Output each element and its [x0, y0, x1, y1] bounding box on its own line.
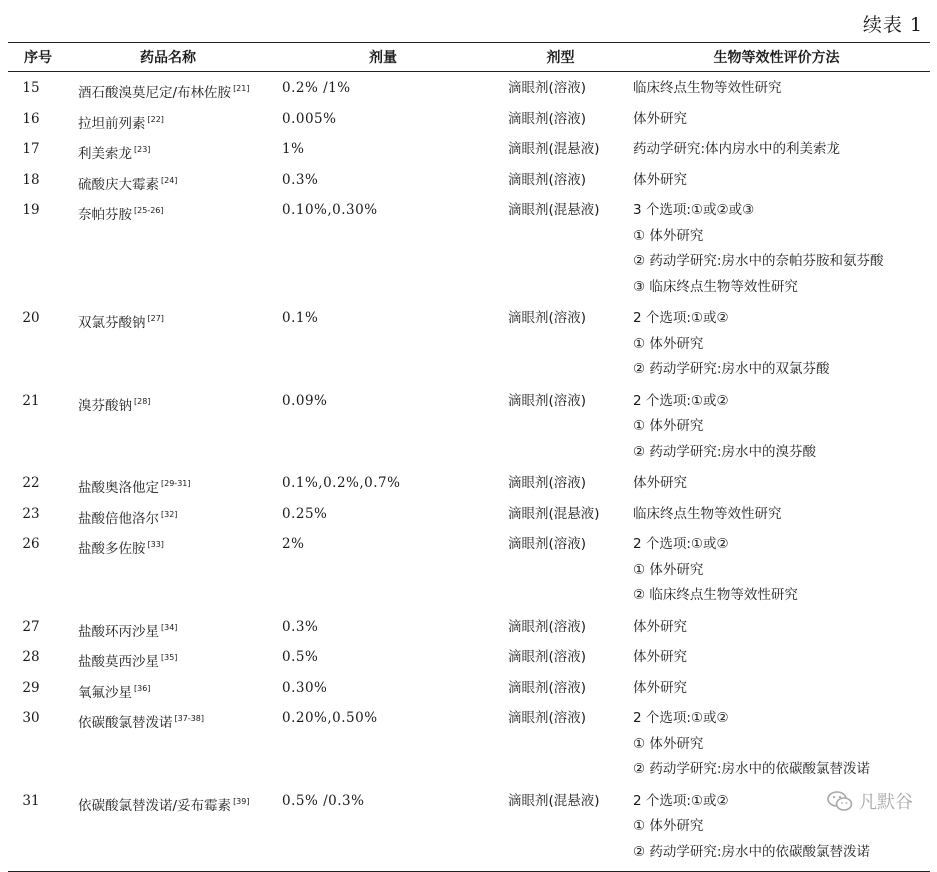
cell-dose: 0.2% /1%	[282, 80, 351, 96]
table-row	[8, 502, 930, 533]
cell-dosage-form: 滴眼剂(溶液)	[508, 310, 587, 326]
drug-name-text: 依碳酸氯替泼诺	[78, 715, 173, 731]
cell-drug-name	[68, 471, 268, 502]
drug-name-text: 溴芬酸钠	[78, 397, 132, 414]
cell-dosage-form: 滴眼剂(溶液)	[508, 392, 587, 409]
drug-name-text: 双氯芬酸钠	[78, 315, 146, 331]
reference-mark: [23]	[134, 145, 151, 154]
reference-mark: [27]	[147, 314, 164, 323]
method-line: 体外研究	[633, 618, 687, 635]
drug-name-text: 盐酸倍他洛尔	[78, 510, 159, 527]
table-row	[8, 789, 930, 872]
cell-dose: 0.10%,0.30%	[282, 202, 378, 218]
cell-method	[623, 706, 930, 783]
cell-drug-name	[68, 789, 268, 866]
table-row	[8, 76, 930, 107]
cell-no: 22	[22, 475, 40, 491]
cell-dosage-form: 滴眼剂(混悬液)	[508, 202, 600, 218]
bioequivalence-table	[8, 42, 930, 872]
method-line: 2 个选项:①或②	[633, 310, 729, 326]
cell-method	[623, 107, 930, 138]
method-line: ② 药动学研究:房水中的依碳酸氯替泼诺	[633, 843, 870, 860]
method-line: 体外研究	[633, 649, 687, 665]
cell-no: 23	[22, 505, 40, 522]
cell-no: 28	[22, 649, 40, 665]
cell-no: 16	[22, 110, 40, 127]
method-line: ① 体外研究	[633, 735, 704, 752]
method-line: 临床终点生物等效性研究	[633, 80, 782, 96]
method-line: 体外研究	[633, 171, 687, 188]
cell-method	[623, 198, 930, 300]
cell-drug-name	[68, 615, 268, 646]
table-row	[8, 471, 930, 502]
cell-drug-name	[68, 198, 268, 300]
method-line: 3 个选项:①或②或③	[633, 202, 755, 218]
drug-name-text: 盐酸多佐胺	[78, 541, 146, 557]
header-name: 药品名称	[140, 50, 196, 66]
cell-drug-name	[68, 168, 268, 199]
drug-name-text: 拉坦前列素	[78, 115, 146, 132]
cell-dosage-form: 滴眼剂(溶液)	[508, 110, 587, 127]
table-caption: 续表 1	[862, 14, 923, 36]
method-line: 药动学研究:体内房水中的利美索龙	[633, 141, 841, 157]
cell-dose: 0.5% /0.3%	[282, 792, 365, 809]
cell-method	[623, 168, 930, 199]
reference-mark: [36]	[134, 683, 151, 693]
table-header-row	[8, 43, 930, 71]
method-line: ③ 临床终点生物等效性研究	[633, 278, 798, 295]
table-body	[8, 72, 930, 871]
cell-drug-name	[68, 706, 268, 783]
reference-mark: [21]	[233, 84, 250, 93]
method-line: ① 体外研究	[633, 227, 704, 244]
table-row	[8, 107, 930, 138]
header-method: 生物等效性评价方法	[713, 50, 840, 66]
cell-dosage-form: 滴眼剂(溶液)	[508, 171, 587, 188]
method-line: ① 体外研究	[633, 561, 704, 578]
cell-method	[623, 502, 930, 533]
cell-dose: 0.3%	[282, 171, 319, 188]
table-row	[8, 706, 930, 789]
cell-drug-name	[68, 137, 268, 168]
drug-name-text: 硫酸庆大霉素	[78, 176, 159, 193]
cell-dose: 0.3%	[282, 618, 319, 635]
cell-dosage-form: 滴眼剂(溶液)	[508, 80, 587, 96]
cell-dosage-form: 滴眼剂(溶液)	[508, 475, 587, 491]
drug-name-text: 盐酸环丙沙星	[78, 623, 159, 640]
cell-dosage-form: 滴眼剂(溶液)	[508, 618, 587, 635]
cell-dose: 0.005%	[282, 110, 337, 127]
cell-drug-name	[68, 532, 268, 609]
method-line: 体外研究	[633, 475, 687, 491]
cell-dose: 0.09%	[282, 392, 328, 409]
cell-no: 26	[22, 536, 40, 552]
cell-no: 18	[22, 171, 40, 188]
cell-drug-name	[68, 107, 268, 138]
reference-mark: [34]	[161, 622, 178, 632]
method-line: ② 药动学研究:房水中的依碳酸氯替泼诺	[633, 761, 870, 777]
cell-dosage-form: 滴眼剂(溶液)	[508, 710, 587, 726]
reference-mark: [29-31]	[161, 479, 191, 488]
method-line: 体外研究	[633, 110, 687, 127]
cell-method	[623, 471, 930, 502]
watermark	[827, 788, 913, 814]
method-line: 2 个选项:①或②	[633, 392, 729, 409]
table-row	[8, 645, 930, 676]
cell-dose: 2%	[282, 536, 305, 552]
cell-no: 31	[22, 792, 40, 809]
cell-method	[623, 532, 930, 609]
drug-name-text: 依碳酸氯替泼诺/妥布霉素	[78, 797, 232, 814]
cell-dosage-form: 滴眼剂(混悬液)	[508, 141, 600, 157]
method-line: ① 体外研究	[633, 818, 704, 834]
method-line: 2 个选项:①或②	[633, 536, 729, 552]
cell-method	[623, 137, 930, 168]
cell-method	[623, 306, 930, 383]
table-row	[8, 306, 930, 389]
cell-no: 20	[22, 310, 40, 326]
cell-drug-name	[68, 645, 268, 676]
cell-no: 27	[22, 618, 40, 635]
reference-mark: [39]	[233, 796, 250, 806]
cell-drug-name	[68, 389, 268, 466]
cell-dose: 0.5%	[282, 649, 319, 665]
cell-dose: 0.1%	[282, 310, 319, 326]
cell-no: 29	[22, 679, 40, 696]
method-line: ② 临床终点生物等效性研究	[633, 587, 798, 603]
table-row	[8, 389, 930, 472]
drug-name-text: 利美索龙	[78, 146, 132, 162]
cell-method	[623, 389, 930, 466]
cell-drug-name	[68, 502, 268, 533]
drug-name-text: 奈帕芬胺	[78, 207, 132, 223]
cell-drug-name	[68, 76, 268, 107]
cell-dosage-form: 滴眼剂(混悬液)	[508, 505, 600, 522]
reference-mark: [22]	[147, 114, 164, 124]
drug-name-text: 酒石酸溴莫尼定/布林佐胺	[78, 85, 232, 101]
header-no: 序号	[24, 50, 52, 66]
cell-no: 19	[22, 202, 40, 218]
cell-method	[623, 76, 930, 107]
drug-name-text: 盐酸奥洛他定	[78, 480, 159, 496]
table-row	[8, 198, 930, 306]
method-line: ② 药动学研究:房水中的奈帕芬胺和氨芬酸	[633, 253, 884, 269]
reference-mark: [25-26]	[134, 206, 164, 215]
reference-mark: [28]	[134, 396, 151, 406]
cell-no: 15	[22, 80, 40, 96]
reference-mark: [37-38]	[174, 714, 204, 723]
method-line: ② 药动学研究:房水中的双氯芬酸	[633, 361, 830, 377]
cell-drug-name	[68, 676, 268, 707]
cell-method	[623, 615, 930, 646]
cell-method	[623, 676, 930, 707]
table-row	[8, 168, 930, 199]
wechat-icon	[827, 790, 853, 812]
method-line: 2 个选项:①或②	[633, 710, 729, 726]
method-line: ① 体外研究	[633, 418, 704, 434]
reference-mark: [24]	[161, 175, 178, 185]
cell-method	[623, 645, 930, 676]
method-line: ② 药动学研究:房水中的溴芬酸	[633, 443, 816, 460]
header-dose: 剂量	[369, 50, 397, 66]
method-line: ① 体外研究	[633, 335, 704, 352]
cell-dose: 0.1%,0.2%,0.7%	[282, 475, 401, 491]
cell-no: 30	[22, 710, 40, 726]
drug-name-text: 盐酸莫西沙星	[78, 654, 159, 670]
cell-no: 21	[22, 392, 40, 409]
cell-dosage-form: 滴眼剂(溶液)	[508, 649, 587, 665]
table-row	[8, 532, 930, 615]
cell-dose: 0.25%	[282, 505, 328, 522]
cell-dose: 1%	[282, 141, 305, 157]
cell-dose: 0.30%	[282, 679, 328, 696]
reference-mark: [32]	[161, 509, 178, 519]
reference-mark: [33]	[147, 540, 164, 549]
watermark-text: 凡默谷	[859, 792, 913, 813]
cell-no: 17	[22, 141, 40, 157]
cell-dosage-form: 滴眼剂(混悬液)	[508, 792, 600, 809]
cell-dosage-form: 滴眼剂(溶液)	[508, 679, 587, 696]
table-row	[8, 137, 930, 168]
method-line: 2 个选项:①或②	[633, 792, 729, 809]
reference-mark: [35]	[161, 653, 178, 662]
drug-name-text: 氧氟沙星	[78, 684, 132, 701]
table-row	[8, 615, 930, 646]
cell-drug-name	[68, 306, 268, 383]
method-line: 临床终点生物等效性研究	[633, 505, 782, 522]
cell-dose: 0.20%,0.50%	[282, 710, 378, 726]
header-form: 剂型	[546, 50, 575, 66]
method-line: 体外研究	[633, 679, 687, 696]
table-row	[8, 676, 930, 707]
cell-dosage-form: 滴眼剂(溶液)	[508, 536, 587, 552]
